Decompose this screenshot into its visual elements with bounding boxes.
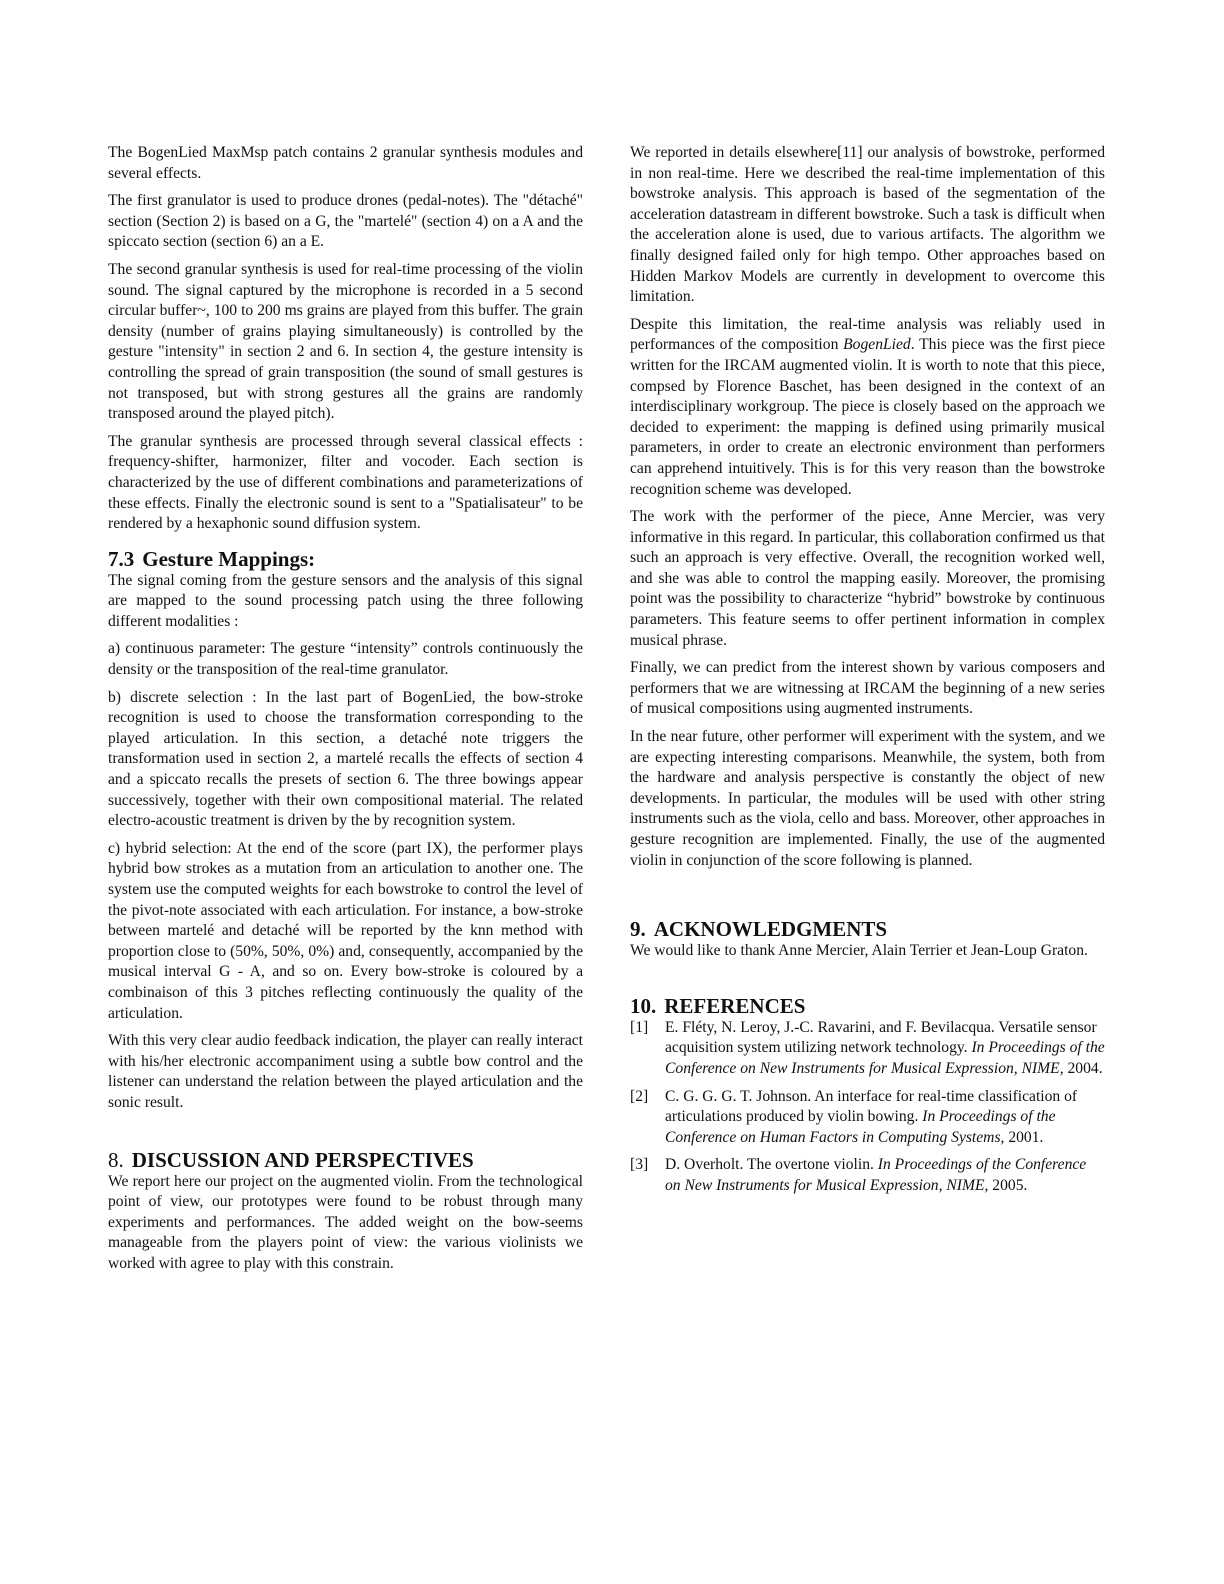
paragraph: We report here our project on the augmented violin. From the technological point of view, our prototypes were found to be robust through many experiments and performances. The added weight on the bow-seems manageable from the players point of view: the various violinists we worked with agree to play with this constrain. [108, 1172, 583, 1272]
section-heading-10 [630, 994, 1105, 1018]
paragraph: With this very clear audio feedback indication, the player can really interact with his/her electronic accompaniment using a subtle bow control and the listener can understand the relation between the played articulation and the sonic result. [108, 1032, 583, 1111]
paragraph: Finally, we can predict from the interest shown by various composers and performers that we are witnessing at IRCAM the beginning of a new series of musical compositions using augmented instruments. [630, 659, 1105, 718]
paragraph: The signal coming from the gesture sensors and the analysis of this signal are mapped to the sound processing patch using the three following different modalities : [108, 571, 583, 630]
section-heading-7-3 [108, 547, 583, 571]
reference-item [630, 1018, 1105, 1080]
paragraph: b) discrete selection : In the last part of BogenLied, the bow-stroke recognition is used to choose the transformation corresponding to the played articulation. In this section, a detaché note triggers the transformation used in section 2, a martelé recalls the effects of section 4 and a spiccato recalls the presets of section 6. The three bowings appear successively, together with their own compositional material. The related electro-acoustic treatment is driven by the by recognition system. [108, 688, 583, 830]
section-number: 8. [108, 1147, 124, 1172]
left-column [108, 143, 583, 1282]
paragraph: In the near future, other performer will experiment with the system, and we are expecting interesting comparisons. Meanwhile, the system, both from the hardware and analysis perspective is constantly the object of new developments. In particular, the modules will be used with other string instruments such as the viola, cello and bass. Moreover, other approaches in gesture recognition are implemented. Finally, the use of the augmented violin in conjunction of the score following is planned. [630, 728, 1105, 869]
section-title: REFERENCES [664, 993, 806, 1018]
reference-list [630, 1018, 1105, 1197]
right-column [630, 143, 1105, 1204]
section-heading-9 [630, 917, 1105, 941]
reference-text: C. G. G. G. T. Johnson. An interface for real-time classification of articulations produced by violin bowing. In Proceedings of the Conference on Human Factors in Computing Systems, 2001. [665, 1087, 1078, 1146]
paragraph: The granular synthesis are processed through several classical effects : frequency-shifter, harmonizer, filter and vocoder. Each section is characterized by the use of different combinations and parameterizations of these effects. Finally the electronic sound is sent to a "Spatialisateur" to be rendered by a hexaphonic sound diffusion system. [108, 432, 583, 533]
reference-label: [1] [630, 1018, 649, 1036]
paragraph: We reported in details elsewhere[11] our analysis of bowstroke, performed in non real-time. Here we described the real-time implementation of this bowstroke analysis. This approach is based of the segmentation of the acceleration datastream in different bowstroke. Such a task is difficult when the acceleration alone is used, due to various artifacts. The algorithm we finally designed failed only for high tempo. Other approaches based on Hidden Markov Models are currently in development to overcome this limitation. [630, 144, 1105, 306]
section-title: DISCUSSION AND PERSPECTIVES [131, 1147, 474, 1172]
reference-label: [2] [630, 1087, 649, 1105]
reference-text: E. Fléty, N. Leroy, J.-C. Ravarini, and F. Bevilacqua. Versatile sensor acquisition system utilizing network technology. In Proceedings of the Conference on New Instruments for Musical Expression, NIME, 2004. [665, 1018, 1105, 1077]
section-heading-8 [108, 1148, 583, 1172]
section-number: 9. [630, 917, 646, 942]
reference-item [630, 1155, 1105, 1196]
paragraph: c) hybrid selection: At the end of the score (part IX), the performer plays hybrid bow strokes as a mutation from an articulation to another one. The system use the computed weights for each bowstroke to control the level of the pivot-note associated with each articulation. For instance, a bow-stroke between martelé and detaché will be reported by the knn method with proportion close to (50%, 50%, 0%) and, consequently, accompanied by the musical interval G - A, and so on. Every bow-stroke is coloured by a combinaison of this 3 pitches reflecting continuously the quality of the articulation. [108, 839, 583, 1022]
paragraph: The second granular synthesis is used for real-time processing of the violin sound. The signal captured by the microphone is recorded in a 5 second circular buffer~, 100 to 200 ms grains are played from this buffer. The grain density (number of grains playing simultaneously) is controlled by the gesture "intensity" in section 2 and 6. In section 4, the gesture intensity is controlling the spread of grain transposition (the sound of small gestures is not transposed, but with strong gestures all the grains are randomly transposed around the played pitch). [108, 260, 583, 423]
section-number: 10. [630, 993, 657, 1018]
reference-label: [3] [630, 1156, 649, 1174]
italic-title: BogenLied [843, 336, 911, 354]
paragraph: The first granulator is used to produce drones (pedal-notes). The "détaché" section (Section 2) is based on a G, the "martelé" (section 4) on a A and the spiccato section (section 6) an a E. [108, 192, 583, 251]
section-title: Gesture Mappings: [142, 546, 316, 571]
paragraph: We would like to thank Anne Mercier, Alain Terrier et Jean-Loup Graton. [630, 942, 1088, 960]
paragraph: The BogenLied MaxMsp patch contains 2 granular synthesis modules and several effects. [108, 144, 583, 182]
reference-text: D. Overholt. The overtone violin. In Proceedings of the Conference on New Instruments for Musical Expression, NIME, 2005. [665, 1156, 1087, 1194]
paragraph: Despite this limitation, the real-time analysis was reliably used in performances of the composition BogenLied. This piece was the first piece written for the IRCAM augmented violin. It is worth to note that this piece, compsed by Florence Baschet, has been designed in the context of an interdisciplinary workgroup. The piece is closely based on the approach we decided to experiment: the mapping is defined using primarily musical parameters, in order to create an electronic environment than performers can apprehend intuitively. This is for this very reason than the bowstroke recognition scheme was developed. [630, 315, 1105, 498]
section-title: ACKNOWLEDGMENTS [653, 917, 888, 942]
paragraph: a) continuous parameter: The gesture “intensity” controls continuously the density or the transposition of the real-time granulator. [108, 640, 583, 679]
paragraph: The work with the performer of the piece, Anne Mercier, was very informative in this regard. In particular, this collaboration confirmed us that such an approach is very effective. Overall, the recognition worked well, and she was able to control the mapping easily. Moreover, the promising point was the possibility to characterize “hybrid” bowstroke by continuous parameters. This feature seems to offer pertinent information in complex musical phrase. [630, 508, 1105, 649]
reference-item [630, 1087, 1105, 1149]
section-number: 7.3 [108, 546, 135, 571]
